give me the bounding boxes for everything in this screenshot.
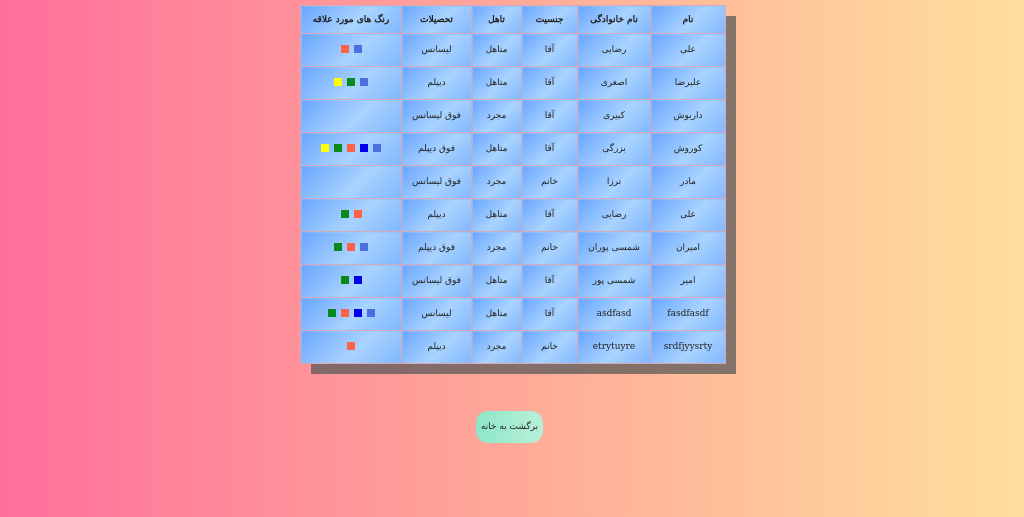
cell-education: دیپلم [402, 331, 472, 364]
cell-education: فوق دیپلم [402, 232, 472, 265]
table-row [301, 265, 726, 298]
color-swatches [341, 276, 362, 284]
cell-marital: متاهل [472, 199, 522, 232]
cell-marital: متاهل [472, 265, 522, 298]
cell-colors [301, 199, 402, 232]
cell-marital: مجرد [472, 166, 522, 199]
table-row [301, 166, 726, 199]
cell-family: رضایی [578, 34, 651, 67]
cell-name: مادر [651, 166, 726, 199]
cell-marital: مجرد [472, 232, 522, 265]
header-family: نام خانوادگی [578, 6, 651, 34]
cell-gender: آقا [522, 133, 578, 166]
header-gender: جنسیت [522, 6, 578, 34]
table-header-row [301, 6, 726, 34]
cell-colors [301, 232, 402, 265]
cell-name: کوروش [651, 133, 726, 166]
cell-gender: آقا [522, 34, 578, 67]
color-swatch-royalblue [354, 45, 362, 53]
color-swatch-tomato [347, 144, 355, 152]
color-swatch-royalblue [360, 78, 368, 86]
cell-name: srdfjyysrty [651, 331, 726, 364]
color-swatches [334, 243, 368, 251]
color-swatch-tomato [347, 243, 355, 251]
cell-marital: مجرد [472, 100, 522, 133]
back-to-home-button[interactable]: برگشت به خانه [476, 411, 543, 443]
table-row [301, 67, 726, 100]
cell-family: شمسی پوران [578, 232, 651, 265]
cell-education: فوق لیسانس [402, 100, 472, 133]
cell-colors [301, 67, 402, 100]
color-swatch-royalblue [367, 309, 375, 317]
cell-education: فوق لیسانس [402, 166, 472, 199]
cell-colors [301, 133, 402, 166]
table-row [301, 133, 726, 166]
color-swatch-royalblue [360, 243, 368, 251]
cell-gender: آقا [522, 265, 578, 298]
users-table [300, 5, 726, 364]
table-row [301, 34, 726, 67]
color-swatches [334, 78, 368, 86]
color-swatch-tomato [341, 309, 349, 317]
cell-education: فوق دیپلم [402, 133, 472, 166]
cell-colors [301, 298, 402, 331]
cell-colors [301, 100, 402, 133]
cell-name: fasdfasdf [651, 298, 726, 331]
table-body [301, 34, 726, 364]
cell-marital: متاهل [472, 67, 522, 100]
cell-colors [301, 166, 402, 199]
color-swatches [328, 309, 375, 317]
color-swatch-green [334, 243, 342, 251]
color-swatch-green [334, 144, 342, 152]
color-swatch-green [347, 78, 355, 86]
color-swatch-yellow [334, 78, 342, 86]
cell-marital: متاهل [472, 298, 522, 331]
cell-education: فوق لیسانس [402, 265, 472, 298]
cell-colors [301, 34, 402, 67]
cell-gender: خانم [522, 166, 578, 199]
cell-gender: آقا [522, 298, 578, 331]
table-row [301, 232, 726, 265]
color-swatches [341, 210, 362, 218]
cell-education: دیپلم [402, 67, 472, 100]
color-swatch-tomato [347, 342, 355, 350]
cell-education: دیپلم [402, 199, 472, 232]
color-swatches [321, 144, 381, 152]
color-swatch-yellow [321, 144, 329, 152]
color-swatch-blue [354, 309, 362, 317]
cell-gender: آقا [522, 199, 578, 232]
cell-gender: خانم [522, 232, 578, 265]
cell-education: لیسانس [402, 34, 472, 67]
cell-marital: متاهل [472, 34, 522, 67]
cell-family: asdfasd [578, 298, 651, 331]
header-marital: تاهل [472, 6, 522, 34]
cell-family: ترزا [578, 166, 651, 199]
color-swatch-green [328, 309, 336, 317]
header-education: تحصیلات [402, 6, 472, 34]
color-swatch-blue [360, 144, 368, 152]
cell-education: لیسانس [402, 298, 472, 331]
color-swatches [347, 342, 355, 350]
cell-family: اصغری [578, 67, 651, 100]
cell-family: کبیری [578, 100, 651, 133]
cell-family: etrytuyre [578, 331, 651, 364]
table-row [301, 331, 726, 364]
table-row [301, 100, 726, 133]
color-swatch-royalblue [373, 144, 381, 152]
cell-name: امیران [651, 232, 726, 265]
cell-marital: مجرد [472, 331, 522, 364]
cell-name: امیر [651, 265, 726, 298]
cell-colors [301, 331, 402, 364]
table-row [301, 298, 726, 331]
color-swatch-green [341, 276, 349, 284]
table-row [301, 199, 726, 232]
cell-name: علی [651, 199, 726, 232]
cell-family: شمسی پور [578, 265, 651, 298]
color-swatches [341, 45, 362, 53]
cell-gender: خانم [522, 331, 578, 364]
cell-name: علیرضا [651, 67, 726, 100]
users-table-container [300, 5, 725, 363]
color-swatch-tomato [341, 45, 349, 53]
cell-gender: آقا [522, 100, 578, 133]
cell-name: علی [651, 34, 726, 67]
header-colors: رنگ های مورد علاقه [301, 6, 402, 34]
cell-family: بزرگی [578, 133, 651, 166]
color-swatch-green [341, 210, 349, 218]
cell-name: داریوش [651, 100, 726, 133]
cell-gender: آقا [522, 67, 578, 100]
cell-marital: متاهل [472, 133, 522, 166]
color-swatch-blue [354, 276, 362, 284]
cell-family: رضایی [578, 199, 651, 232]
color-swatch-tomato [354, 210, 362, 218]
cell-colors [301, 265, 402, 298]
header-name: نام [651, 6, 726, 34]
